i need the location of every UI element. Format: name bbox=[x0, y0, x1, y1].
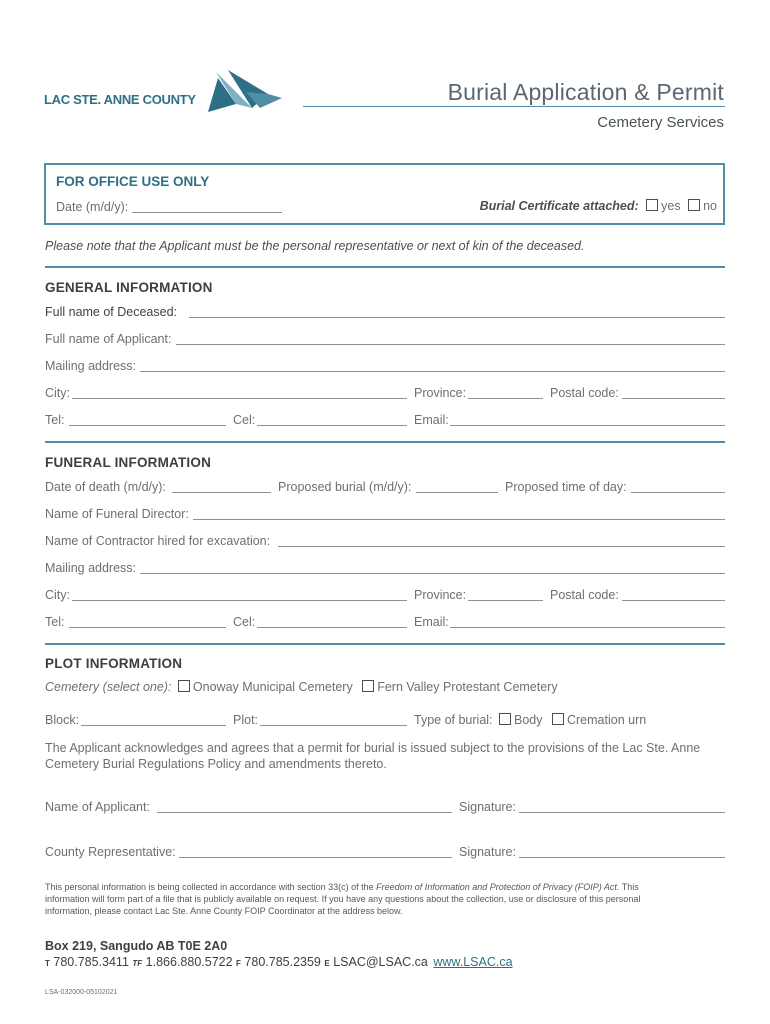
burial-type-label: Type of burial: bbox=[414, 713, 493, 727]
general-postal-field[interactable] bbox=[622, 398, 725, 399]
fax-prefix: F bbox=[236, 959, 241, 968]
office-use-box bbox=[44, 163, 725, 225]
funeral-email-label: Email: bbox=[414, 615, 449, 629]
burial-time-field[interactable] bbox=[631, 492, 725, 493]
burial-type-row bbox=[414, 713, 646, 727]
funeral-rule bbox=[45, 441, 725, 443]
name-applicant-label: Name of Applicant: bbox=[45, 800, 150, 814]
general-email-field[interactable] bbox=[450, 425, 725, 426]
fax: 780.785.2359 bbox=[244, 955, 321, 969]
office-heading: FOR OFFICE USE ONLY bbox=[56, 174, 210, 189]
funeral-province-field[interactable] bbox=[468, 600, 543, 601]
general-tel-label: Tel: bbox=[45, 413, 65, 427]
contractor-label: Name of Contractor hired for excavation: bbox=[45, 534, 271, 548]
funeral-tel-label: Tel: bbox=[45, 615, 65, 629]
certificate-no-label: no bbox=[703, 199, 717, 213]
fern-valley-checkbox[interactable] bbox=[362, 680, 374, 692]
applicant-signature-field[interactable] bbox=[519, 812, 725, 813]
office-date-field[interactable] bbox=[132, 212, 282, 213]
funeral-cel-field[interactable] bbox=[257, 627, 407, 628]
funeral-province-label: Province: bbox=[414, 588, 467, 602]
general-province-label: Province: bbox=[414, 386, 467, 400]
general-city-label: City: bbox=[45, 386, 70, 400]
general-province-field[interactable] bbox=[468, 398, 543, 399]
contact-line bbox=[45, 955, 513, 969]
privacy-text-after: This information will form part of a file that is publicly available on request. If you have any questions about the collection, use or disclosure of this personal information, please contact Lac Ste. Anne County FOIP Coordinator at the address below. bbox=[45, 882, 641, 916]
tollfree: 1.866.880.5722 bbox=[145, 955, 233, 969]
general-city-field[interactable] bbox=[72, 398, 407, 399]
email-prefix: E bbox=[324, 959, 330, 968]
cremation-checkbox[interactable] bbox=[552, 713, 564, 725]
funeral-postal-label: Postal code: bbox=[550, 588, 619, 602]
general-mailing-label: Mailing address: bbox=[45, 359, 137, 373]
burial-time-label: Proposed time of day: bbox=[505, 480, 627, 494]
funeral-email-field[interactable] bbox=[450, 627, 725, 628]
general-rule bbox=[45, 266, 725, 268]
funeral-director-field[interactable] bbox=[193, 519, 725, 520]
logo-wings-icon bbox=[206, 68, 284, 114]
certificate-yes-label: yes bbox=[661, 199, 681, 213]
death-date-field[interactable] bbox=[172, 492, 271, 493]
certificate-no-checkbox[interactable] bbox=[688, 199, 700, 211]
contact-email[interactable]: LSAC@LSAC.ca bbox=[333, 955, 428, 969]
block-field[interactable] bbox=[81, 725, 226, 726]
contact-address: Box 219, Sangudo AB T0E 2A0 bbox=[45, 939, 228, 953]
block-label: Block: bbox=[45, 713, 80, 727]
cemetery-label: Cemetery (select one): bbox=[45, 680, 172, 694]
acknowledgement-text: The Applicant acknowledges and agrees that a permit for burial is issued subject to the provisions of the Lac Ste. Anne Cemetery Burial Regulations Policy and amendments thereto. bbox=[45, 741, 701, 771]
burial-date-label: Proposed burial (m/d/y): bbox=[278, 480, 412, 494]
applicant-field[interactable] bbox=[176, 344, 725, 345]
fern-valley-label: Fern Valley Protestant Cemetery bbox=[377, 680, 558, 694]
cemetery-row bbox=[45, 680, 558, 694]
onoway-checkbox[interactable] bbox=[178, 680, 190, 692]
form-subtitle: Cemetery Services bbox=[597, 114, 724, 131]
deceased-label: Full name of Deceased: bbox=[45, 305, 178, 319]
website-link[interactable]: www.LSAC.ca bbox=[433, 955, 513, 969]
county-signature-label: Signature: bbox=[459, 845, 516, 859]
funeral-mailing-label: Mailing address: bbox=[45, 561, 137, 575]
applicant-signature-label: Signature: bbox=[459, 800, 516, 814]
general-mailing-field[interactable] bbox=[140, 371, 725, 372]
logo-text: LAC STE. ANNE COUNTY bbox=[44, 92, 196, 107]
county-rep-label: County Representative: bbox=[45, 845, 176, 859]
privacy-notice bbox=[45, 881, 675, 917]
county-rep-field[interactable] bbox=[179, 857, 452, 858]
funeral-tel-field[interactable] bbox=[69, 627, 226, 628]
certificate-label: Burial Certificate attached: bbox=[479, 199, 639, 213]
office-date-label: Date (m/d/y): bbox=[56, 200, 129, 214]
plot-rule bbox=[45, 643, 725, 645]
burial-date-field[interactable] bbox=[416, 492, 498, 493]
applicant-label: Full name of Applicant: bbox=[45, 332, 172, 346]
county-signature-field[interactable] bbox=[519, 857, 725, 858]
funeral-mailing-field[interactable] bbox=[140, 573, 725, 574]
title-rule bbox=[303, 106, 725, 107]
form-title: Burial Application & Permit bbox=[447, 79, 724, 105]
phone-prefix: T bbox=[45, 959, 50, 968]
funeral-heading: FUNERAL INFORMATION bbox=[45, 455, 212, 470]
body-label: Body bbox=[514, 713, 543, 727]
privacy-text-before: This personal information is being collected in accordance with section 33(c) of the bbox=[45, 882, 377, 892]
general-postal-label: Postal code: bbox=[550, 386, 619, 400]
general-cel-field[interactable] bbox=[257, 425, 407, 426]
general-heading: GENERAL INFORMATION bbox=[45, 280, 213, 295]
deceased-field[interactable] bbox=[189, 317, 725, 318]
form-code: LSA-032000-05102021 bbox=[45, 989, 118, 996]
plot-label: Plot: bbox=[233, 713, 259, 727]
plot-heading: PLOT INFORMATION bbox=[45, 656, 183, 671]
body-checkbox[interactable] bbox=[499, 713, 511, 725]
onoway-label: Onoway Municipal Cemetery bbox=[192, 680, 353, 694]
funeral-cel-label: Cel: bbox=[233, 615, 256, 629]
funeral-city-label: City: bbox=[45, 588, 70, 602]
death-date-label: Date of death (m/d/y): bbox=[45, 480, 166, 494]
name-applicant-field[interactable] bbox=[157, 812, 452, 813]
phone: 780.785.3411 bbox=[53, 955, 129, 969]
general-email-label: Email: bbox=[414, 413, 449, 427]
general-cel-label: Cel: bbox=[233, 413, 256, 427]
plot-field[interactable] bbox=[260, 725, 407, 726]
foip-act-name: Freedom of Information and Protection of Privacy (FOIP) Act. bbox=[376, 882, 620, 892]
applicant-note: Please note that the Applicant must be the personal representative or next of kin of the deceased. bbox=[45, 239, 585, 253]
county-logo bbox=[44, 66, 284, 116]
funeral-city-field[interactable] bbox=[72, 600, 407, 601]
tollfree-prefix: TF bbox=[132, 959, 143, 968]
funeral-postal-field[interactable] bbox=[622, 600, 725, 601]
funeral-director-label: Name of Funeral Director: bbox=[45, 507, 189, 521]
certificate-yes-checkbox[interactable] bbox=[646, 199, 658, 211]
contractor-field[interactable] bbox=[278, 546, 725, 547]
cremation-label: Cremation urn bbox=[566, 713, 647, 727]
burial-certificate-row bbox=[480, 199, 717, 213]
general-tel-field[interactable] bbox=[69, 425, 226, 426]
